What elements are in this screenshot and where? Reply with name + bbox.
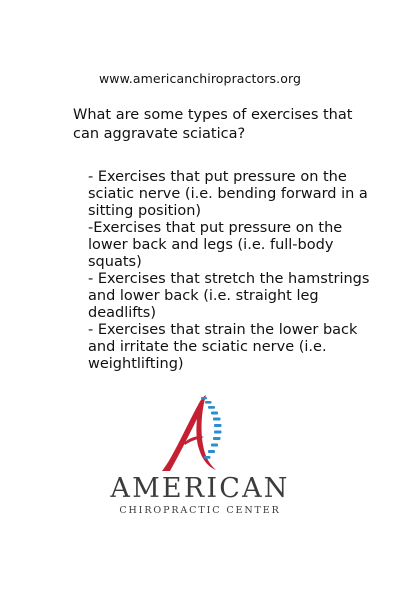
website-url: www.americanchiropractors.org xyxy=(98,71,302,86)
answer-item-1: - Exercises that put pressure on the sciatic nerve (i.e. bending forward in a sitting position) xyxy=(88,169,368,219)
answer-item-4: - Exercises that strain the lower back and irritate the sciatic nerve (i.e. weightlifting) xyxy=(88,322,358,372)
spine-letter-a-logo-icon xyxy=(90,393,310,473)
brand-name: AMERICAN xyxy=(110,473,290,504)
letter-a-shape xyxy=(162,395,216,471)
brand-subtitle: CHIROPRACTIC CENTER xyxy=(119,505,281,516)
answer-item-3: - Exercises that stretch the hamstrings and lower back (i.e. straight leg deadlifts) xyxy=(88,271,370,321)
vertebrae-dots xyxy=(201,397,222,459)
question-heading: What are some types of exercises that can aggravate sciatica? xyxy=(73,107,353,142)
answer-item-2: -Exercises that put pressure on the lower back and legs (i.e. full-body squats) xyxy=(88,220,343,270)
answer-list xyxy=(88,169,378,373)
